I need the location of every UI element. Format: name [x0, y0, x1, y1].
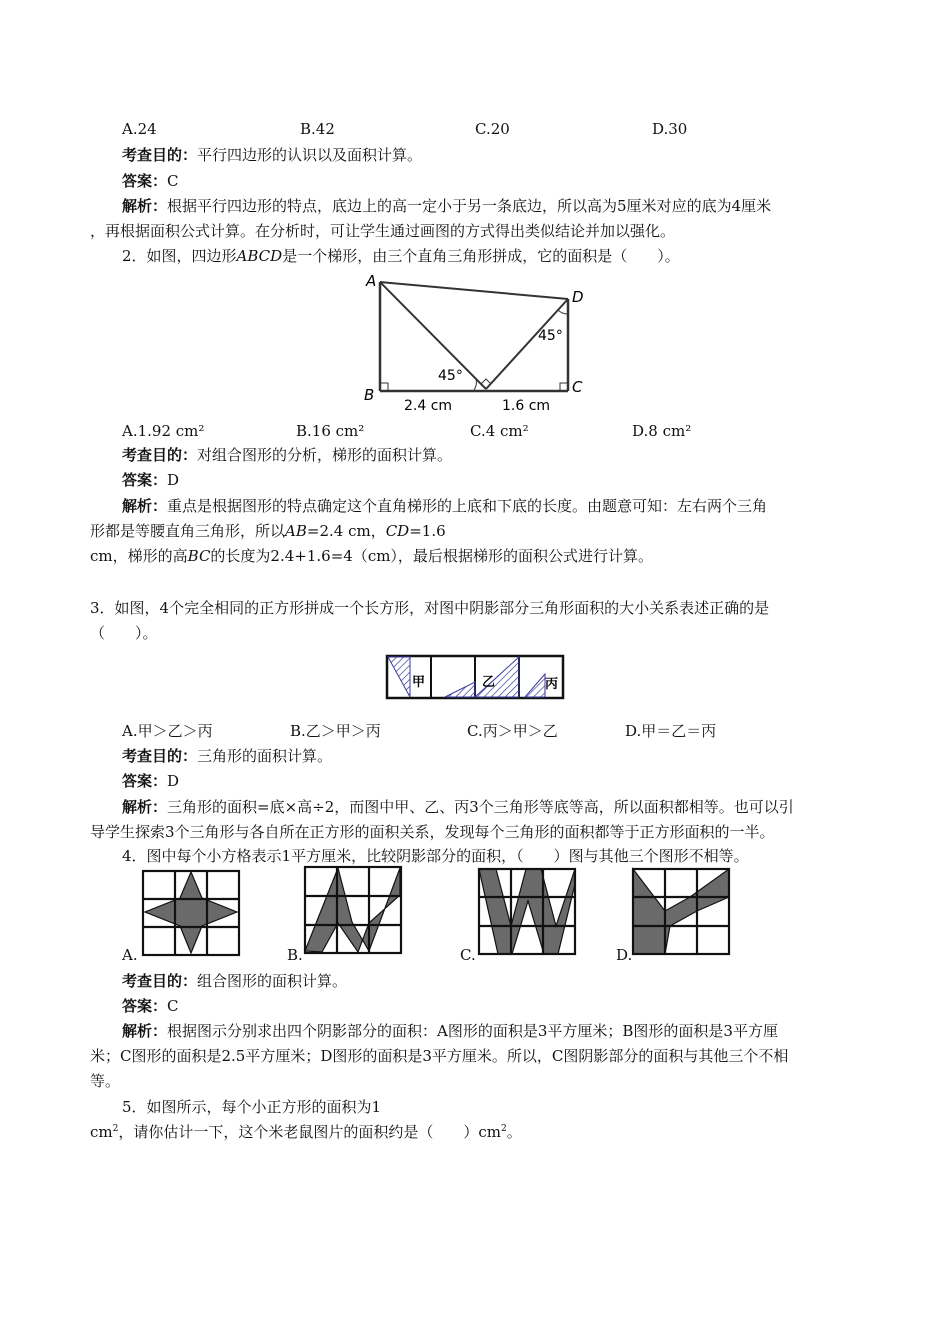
q2-purpose: 对组合图形的分析，梯形的面积计算。: [197, 446, 453, 464]
q2-analysis-3a: cm，梯形的高: [90, 547, 188, 565]
q2-purpose-label: 考查目的：: [122, 446, 198, 464]
q1-option-c: C.20: [475, 120, 510, 138]
q4-answer-label: 答案：: [122, 997, 168, 1015]
q1-option-d: D.30: [652, 120, 688, 138]
q1-analysis-1: 根据平行四边形的特点，底边上的高一定小于另一条底边，所以高为5厘米对应的底为4厘米: [167, 197, 772, 215]
q4-figure-c: [476, 866, 580, 958]
q4-figure-b-shape: [305, 868, 400, 952]
q2-analysis-label: 解析：: [122, 497, 168, 515]
q3-answer-label: 答案：: [122, 772, 168, 790]
q4-figure-b: [302, 864, 406, 958]
q3-purpose: 三角形的面积计算。: [197, 747, 333, 765]
q2-segment-label-1: 2.4 cm: [404, 398, 453, 414]
q2-point-a: A: [366, 272, 377, 290]
q4-figure-c-shape: [479, 869, 575, 954]
q1-analysis-line-2: ，再根据面积公式计算。在分析时，可让学生通过画图的方式得出类似结论并加以强化。: [90, 222, 676, 240]
q2-line-ae: [380, 282, 486, 389]
q3-triangle-yi: [445, 682, 475, 697]
q2-right-angle-e: [481, 379, 491, 384]
q2-analysis-2c: =1.6: [409, 522, 446, 540]
q2-analysis-ab: AB: [285, 522, 307, 540]
q3-label-yi: 乙: [482, 675, 496, 690]
q3-label-bing: 丙: [545, 677, 559, 692]
q1-answer-line: [122, 171, 179, 191]
q2-point-b: B: [364, 386, 375, 404]
q5-sup-b: 2: [501, 1124, 507, 1134]
q2-point-d: D: [572, 288, 584, 306]
q4-figure-d-shape: [633, 869, 729, 954]
q2-answer-line: [122, 470, 179, 490]
q3-label-jia: 甲: [412, 675, 426, 690]
q2-option-a: A.1.92 cm²: [122, 422, 205, 440]
q3-option-c: C.丙＞甲＞乙: [467, 722, 558, 740]
q4-analysis-line-1: [122, 1021, 778, 1041]
q4-figure-a: [140, 868, 244, 958]
q2-stem: [122, 246, 680, 266]
q3-answer: D: [167, 772, 180, 790]
q5-stem-2c: 。: [506, 1123, 522, 1141]
q3-analysis-line-1: [122, 797, 794, 817]
q2-analysis-cd: CD: [385, 522, 410, 540]
q3-option-a: A.甲＞乙＞丙: [122, 722, 213, 740]
q4-analysis-label: 解析：: [122, 1022, 168, 1040]
q5-stem-line-2: [90, 1122, 522, 1142]
q2-purpose-line: [122, 445, 452, 465]
q1-answer: C: [167, 172, 179, 190]
q2-stem-b: 是一个梯形，由三个直角三角形拼成，它的面积是（ ）。: [282, 247, 680, 265]
q3-triangle-bing: [525, 674, 545, 697]
q1-purpose: 平行四边形的认识以及面积计算。: [197, 146, 423, 164]
q2-analysis-2b: =2.4 cm，: [306, 522, 386, 540]
q3-stem-line-2: （ ）。: [90, 624, 158, 642]
q2-analysis-line-3: [90, 546, 653, 566]
q3-analysis-1: 三角形的面积=底×高÷2，而图中甲、乙、丙3个三角形等底等高，所以面积都相等。也可以引: [167, 798, 794, 816]
q1-answer-label: 答案：: [122, 172, 168, 190]
q2-answer: D: [167, 471, 180, 489]
q2-stem-italic: ABCD: [236, 247, 283, 265]
q2-analysis-line-2: [90, 521, 446, 541]
q5-stem-2b: ，请你估计一下，这个米老鼠图片的面积约是（ ）cm: [118, 1123, 501, 1141]
q2-side-ad: [380, 282, 568, 299]
q3-analysis-line-2: 导学生探索3个三角形与各自所在正方形的面积关系，发现每个三角形的面积都等于正方形面积的一半。: [90, 823, 775, 841]
q4-label-b: B.: [287, 946, 303, 964]
q2-segment-label-2: 1.6 cm: [502, 398, 551, 414]
q2-trapezoid-figure: [360, 266, 600, 416]
q4-figure-d: [630, 866, 734, 958]
q4-analysis-line-3: 等。: [90, 1072, 121, 1090]
q3-squares-figure: [385, 654, 565, 700]
q2-line-de: [486, 299, 568, 389]
q2-point-c: C: [572, 378, 583, 396]
q1-option-a: A.24: [122, 120, 157, 138]
q3-purpose-label: 考查目的：: [122, 747, 198, 765]
q4-label-a: A.: [122, 946, 138, 964]
q2-option-b: B.16 cm²: [296, 422, 365, 440]
q2-angle-arc-1: [474, 379, 476, 390]
q2-analysis-bc: BC: [187, 547, 211, 565]
q3-option-b: B.乙＞甲＞丙: [290, 722, 381, 740]
q4-answer-line: [122, 996, 179, 1016]
q2-option-d: D.8 cm²: [632, 422, 692, 440]
q2-option-c: C.4 cm²: [470, 422, 529, 440]
q2-analysis-3b: 的长度为2.4+1.6=4（cm），最后根据梯形的面积公式进行计算。: [210, 547, 653, 565]
q4-purpose: 组合图形的面积计算。: [197, 972, 348, 990]
q5-sup-a: 2: [112, 1124, 119, 1134]
q1-analysis-label: 解析：: [122, 197, 168, 215]
q2-angle-label-1: 45°: [438, 368, 463, 384]
q3-stem-line-1: 3．如图，4个完全相同的正方形拼成一个长方形，对图中阴影部分三角形面积的大小关系表述正确的是: [90, 599, 770, 617]
q3-purpose-line: [122, 746, 332, 766]
q4-figure-a-shape: [145, 872, 237, 953]
q1-analysis-line-1: [122, 196, 771, 216]
q4-answer: C: [167, 997, 179, 1015]
q2-answer-label: 答案：: [122, 471, 168, 489]
q3-option-d: D.甲＝乙＝丙: [625, 722, 717, 740]
q3-analysis-label: 解析：: [122, 798, 168, 816]
q4-label-d: D.: [616, 946, 633, 964]
q1-purpose-label: 考查目的：: [122, 146, 198, 164]
q1-option-b: B.42: [300, 120, 335, 138]
q4-label-c: C.: [460, 946, 476, 964]
q4-stem: 4．图中每个小方格表示1平方厘米，比较阴影部分的面积，（ ）图与其他三个图形不相等。: [122, 847, 749, 865]
q2-stem-a: 2．如图，四边形: [122, 247, 237, 265]
q2-analysis-line-1: [122, 496, 767, 516]
q4-purpose-line: [122, 971, 347, 991]
q4-analysis-line-2: 米；C图形的面积是2.5平方厘米；D图形的面积是3平方厘米。所以，C图阴影部分的面积与其他三个不相: [90, 1047, 789, 1065]
q1-purpose-line: [122, 145, 422, 165]
q3-answer-line: [122, 771, 179, 791]
q5-stem-line-1: 5．如图所示，每个小正方形的面积为1: [122, 1098, 382, 1116]
q5-unit-a: cm: [90, 1123, 113, 1141]
q4-purpose-label: 考查目的：: [122, 972, 198, 990]
q2-angle-label-2: 45°: [538, 328, 563, 344]
q2-analysis-1: 重点是根据图形的特点确定这个直角梯形的上底和下底的长度。由题意可知：左右两个三角: [167, 497, 768, 515]
q2-analysis-2a: 形都是等腰直角三角形，所以: [90, 522, 286, 540]
q3-triangle-jia: [388, 657, 410, 697]
q2-angle-arc-2: [558, 310, 568, 314]
q4-analysis-1: 根据图示分别求出四个阴影部分的面积：A图形的面积是3平方厘米；B图形的面积是3平方厘: [167, 1022, 778, 1040]
